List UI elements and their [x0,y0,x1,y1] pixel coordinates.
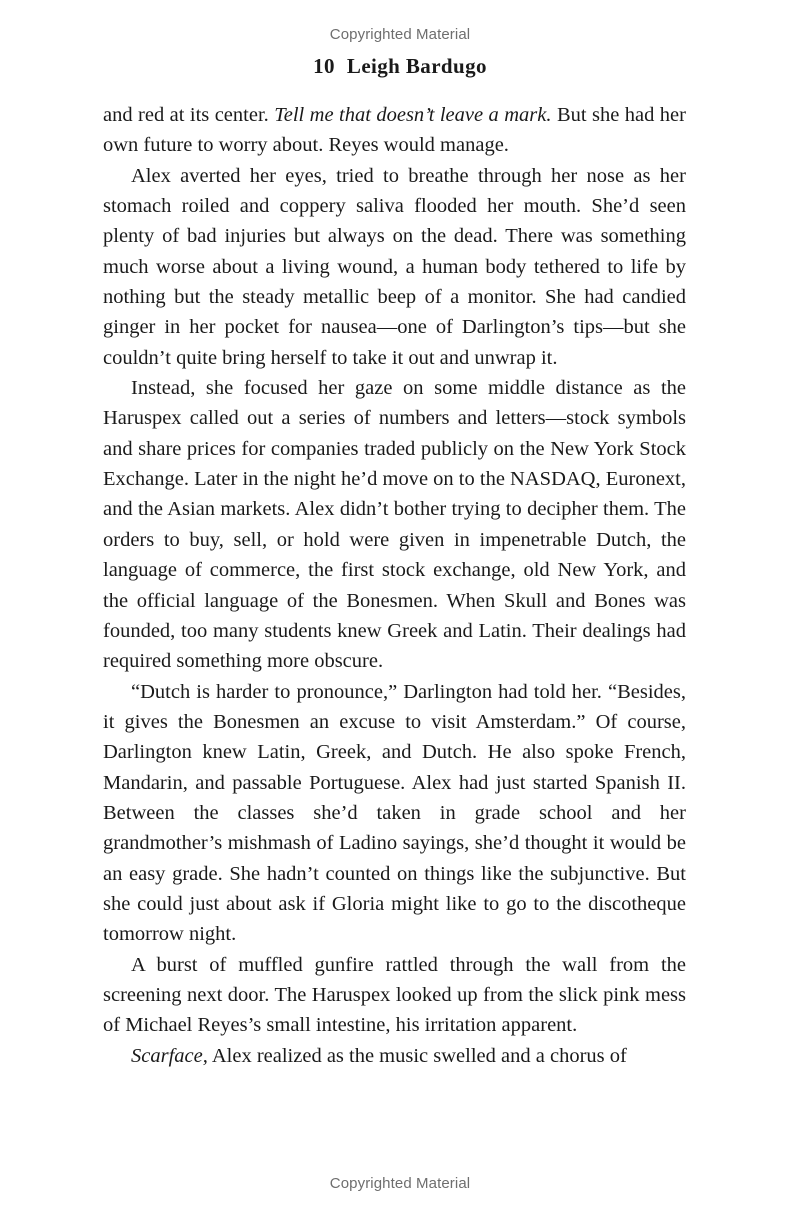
paragraph-6-text: Alex realized as the music swelled and a chorus of [207,1044,627,1067]
paragraph-6 [103,1041,686,1071]
paragraph-1 [103,100,686,161]
copyright-watermark-bottom: Copyrighted Material [329,1175,471,1192]
body-text [103,100,686,1071]
copyright-watermark-top: Copyrighted Material [329,26,471,43]
paragraph-6-italic: Scarface, [131,1044,208,1067]
author-name: Leigh Bardugo [346,54,487,78]
paragraph-1-text-a: and red at its center. [103,104,275,126]
page-number: 10 [313,54,335,78]
paragraph-3: Instead, she focused her gaze on some middle distance as the Haruspex called out a series of numbers and letters—stock symbols and share prices for companies traded publicly on the New York Stock Exchange. Later in the night he’d move on to the NASDAQ, Euronext, and the Asian markets. Alex didn’t bother trying to decipher them. The orders to buy, sell, or hold were given in impenetrable Dutch, the language of commerce, the first stock exchange, old New York, and the official language of the Bonesmen. When Skull and Bones was founded, too many students knew Greek and Latin. Their dealings had required something more obscure. [103,377,686,673]
running-head [0,54,800,79]
paragraph-4: “Dutch is harder to pronounce,” Darlington had told her. “Besides, it gives the Bonesmen an excuse to visit Amsterdam.” Of course, Darlington knew Latin, Greek, and Dutch. He also spoke French, Mandarin, and passable Portuguese. Alex had just started Spanish II. Between the classes she’d taken in grade school and her grandmother’s mishmash of Ladino sayings, she’d thought it would be an easy grade. She hadn’t counted on things like the subjunctive. But she could just about ask if Gloria might like to go to the discotheque tomorrow night. [103,680,686,946]
paragraph-1-italic: Tell me that doesn’t leave a mark. [274,104,552,126]
paragraph-5: A burst of muffled gunfire rattled through the wall from the screening next door. The Haruspex looked up from the slick pink mess of Michael Reyes’s small intestine, his irritation apparent. [103,953,686,1037]
paragraph-1-text-c: But she had her own future to worry about. Reyes would manage. [103,104,686,157]
paragraph-2: Alex averted her eyes, tried to breathe through her nose as her stomach roiled and coppery saliva flooded her mouth. She’d seen plenty of bad injuries but always on the dead. There was something much worse about a living wound, a human body tethered to life by nothing but the steady metallic beep of a monitor. She had candied ginger in her pocket for nausea—one of Darlington’s tips—but she couldn’t quite bring herself to take it out and unwrap it. [103,164,686,369]
